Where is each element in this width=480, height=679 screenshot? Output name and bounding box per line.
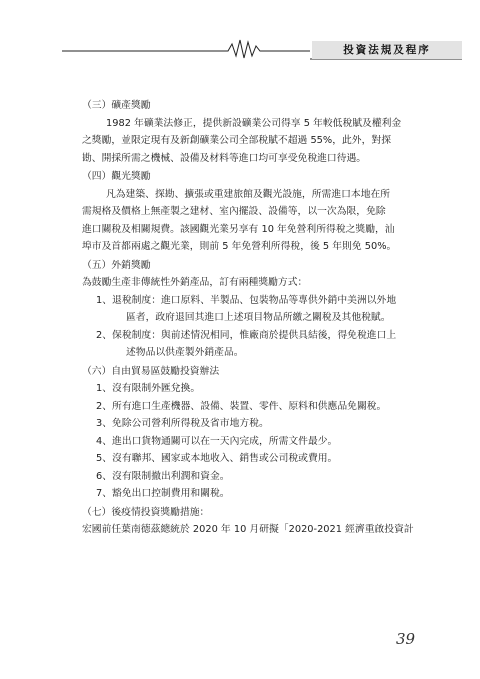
document-body xyxy=(82,96,422,539)
section-heading: （五）外銷獎勵 xyxy=(82,259,151,271)
list-item: 5、沒有聯邦、國家或本地收入、銷售或公司稅或費用。 xyxy=(96,453,338,464)
paragraph-line: 之獎勵，並限定現有及新創礦業公司全部稅賦不超過 55%，此外，對探 xyxy=(82,135,391,146)
list-item: 2、所有進口生產機器、設備、裝置、零件、原料和供應品免關稅。 xyxy=(96,400,387,412)
section-heading: （七）後疫情投資獎勵措施： xyxy=(82,506,210,518)
list-item: 6、沒有限制撤出利潤和資金。 xyxy=(96,470,230,482)
section-heading: （六）自由貿易區鼓勵投資辦法 xyxy=(82,365,220,377)
list-item-continuation: 述物品以供產製外銷產品。 xyxy=(126,347,244,358)
paragraph-line: 埠市及首都兩處之觀光業，則前 5 年免營利所得稅，後 5 年則免 50%。 xyxy=(82,241,397,252)
page-header xyxy=(0,0,480,60)
section-heading: （三）礦產獎勵 xyxy=(82,100,151,111)
list-item: 1、退稅制度：進口原料、半製品、包裝物品等專供外銷中美洲以外地 xyxy=(96,294,397,306)
paragraph-line: 勘、開採所需之機械、設備及材料等進口均可享受免稅進口待遇。 xyxy=(82,152,367,164)
list-item: 4、進出口貨物通關可以在一天內完成，所需文件最少。 xyxy=(96,435,338,447)
paragraph-line: 宏國前任葉南德茲總統於 2020 年 10 月研擬「2020-2021 經濟重啟投資計 xyxy=(82,524,414,535)
paragraph-line: 1982 年礦業法修正，提供新設礦業公司得享 5 年較低稅賦及權利金 xyxy=(106,117,402,129)
list-item: 1、沒有限制外匯兌換。 xyxy=(96,383,201,394)
paragraph-line: 需規格及價格上無產製之建材、室內擺設、設備等，以一次為限，免除 xyxy=(82,206,386,217)
list-item: 3、免除公司營利所得稅及省市地方稅。 xyxy=(96,418,269,429)
page-number: 39 xyxy=(396,630,416,648)
list-item-continuation: 區者，政府退回其進口上述項目物品所繳之關稅及其他稅賦。 xyxy=(126,312,391,323)
paragraph-line: 為鼓勵生產非傳統性外銷產品，訂有兩種獎勵方式： xyxy=(82,277,308,288)
list-item: 2、保稅制度：與前述情況相同，惟廠商於提供具結後，得免稅進口上 xyxy=(96,329,397,341)
list-item: 7、豁免出口控制費用和關稅。 xyxy=(96,488,230,499)
paragraph-line: 凡為建築、探勘、擴張或重建旅館及觀光設施，所需進口本地在所 xyxy=(106,188,391,200)
section-heading: （四）觀光獎勵 xyxy=(82,171,151,182)
header-title: 投資法規及程序 xyxy=(312,41,462,59)
paragraph-line: 進口關稅及相關規費。該國觀光業另享有 10 年免營利所得稅之獎勵，汕 xyxy=(82,223,395,235)
